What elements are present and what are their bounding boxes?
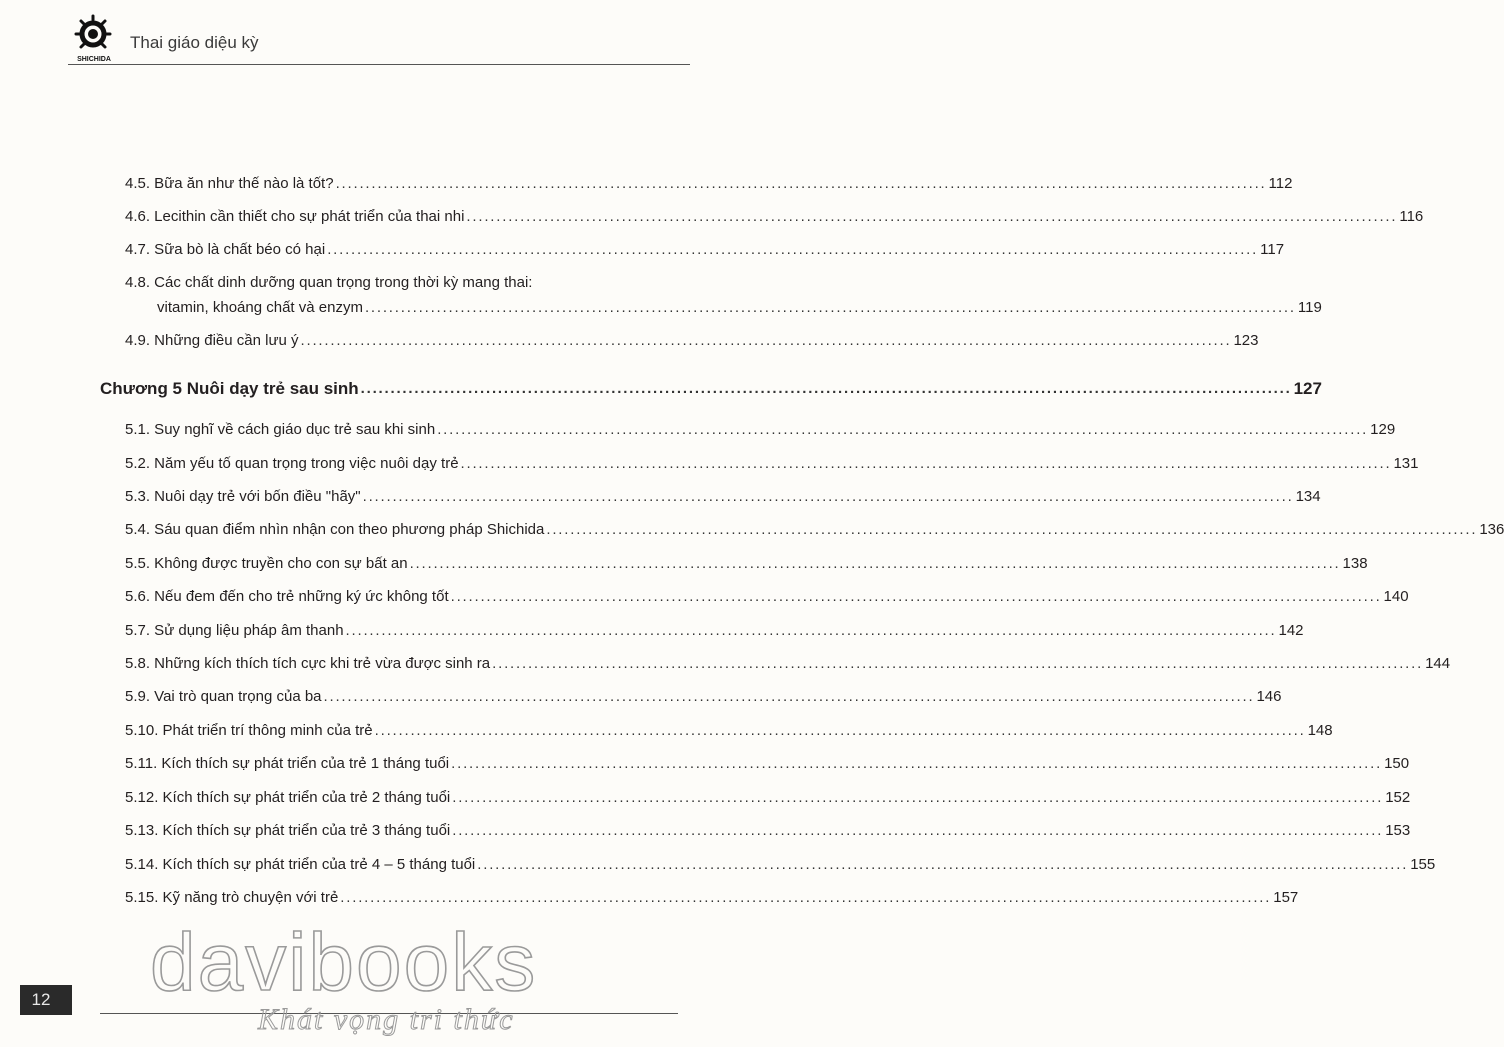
toc-leader-dots: ............................................................................................................................................................ bbox=[409, 555, 1341, 572]
toc-entry-page: 129 bbox=[1370, 421, 1396, 438]
toc-leader-dots: ............................................................................................................................................................ bbox=[362, 488, 1294, 505]
toc-leader-dots: ............................................................................................................................................................ bbox=[340, 889, 1272, 906]
toc-entry-title: 4.7. Sữa bò là chất béo có hại bbox=[125, 241, 326, 258]
toc-entry bbox=[125, 454, 1419, 474]
toc-entry-title: 5.10. Phát triển trí thông minh của trẻ bbox=[125, 722, 373, 739]
toc-entry-title: 5.5. Không được truyền cho con sự bất an bbox=[125, 555, 408, 572]
toc-entry-page: 152 bbox=[1385, 789, 1411, 806]
header-divider bbox=[68, 64, 690, 65]
toc-leader-dots: ............................................................................................................................................................ bbox=[477, 856, 1409, 873]
toc-entry-title: 5.13. Kích thích sự phát triển của trẻ 3 tháng tuổi bbox=[125, 822, 451, 839]
toc-entry-title: vitamin, khoáng chất và enzym bbox=[157, 299, 363, 316]
toc-entry-title: 5.3. Nuôi dạy trẻ với bốn điều "hãy" bbox=[125, 488, 361, 505]
toc-entry bbox=[125, 621, 1304, 641]
toc-entry-title: 5.9. Vai trò quan trọng của ba bbox=[125, 688, 322, 705]
toc-entry bbox=[125, 587, 1409, 607]
chapter-page: 127 bbox=[1293, 379, 1322, 398]
toc-entry-page: 112 bbox=[1268, 175, 1293, 192]
toc-entry-page: 116 bbox=[1399, 208, 1424, 225]
toc-entry-title: 5.4. Sáu quan điểm nhìn nhận con theo phương pháp Shichida bbox=[125, 521, 545, 538]
toc-entry bbox=[125, 240, 1285, 260]
toc-entry-title: 5.7. Sử dụng liệu pháp âm thanh bbox=[125, 622, 344, 639]
toc-entry-title-line1: 4.8. Các chất dinh dưỡng quan trọng trong thời kỳ mang thai: bbox=[125, 274, 533, 291]
toc-entry-title: 4.6. Lecithin cần thiết cho sự phát triển của thai nhi bbox=[125, 208, 465, 225]
book-title: Thai giáo diệu kỳ bbox=[130, 33, 259, 52]
toc-entry-title: 5.6. Nếu đem đến cho trẻ những ký ức không tốt bbox=[125, 588, 449, 605]
toc-entry bbox=[125, 554, 1368, 574]
chapter-title: Chương 5 Nuôi dạy trẻ sau sinh bbox=[100, 379, 359, 398]
toc-leader-dots: ............................................................................................................................................................ bbox=[364, 299, 1296, 316]
toc-leader-dots: ............................................................................................................................................................ bbox=[546, 521, 1478, 538]
toc-entry-page: 144 bbox=[1425, 655, 1451, 672]
toc-entry bbox=[125, 888, 1299, 908]
toc-entry-page: 142 bbox=[1278, 622, 1304, 639]
toc-entry-page: 155 bbox=[1410, 856, 1436, 873]
toc-entry bbox=[125, 331, 1259, 351]
toc-entry-page: 134 bbox=[1295, 488, 1321, 505]
toc-leader-dots: ............................................................................................................................................................ bbox=[492, 655, 1424, 672]
toc-leader-dots: ............................................................................................................................................................ bbox=[345, 622, 1277, 639]
toc-entry bbox=[125, 520, 1504, 540]
toc-leader-dots: ............................................................................................................................................................ bbox=[374, 722, 1306, 739]
toc-entry bbox=[125, 654, 1451, 674]
toc-leader-dots: ............................................................................................................................................................ bbox=[437, 421, 1369, 438]
toc-entry-page: 148 bbox=[1307, 722, 1333, 739]
toc-entry-title: 5.2. Năm yếu tố quan trọng trong việc nuôi dạy trẻ bbox=[125, 455, 459, 472]
toc-entry bbox=[125, 855, 1436, 875]
toc-entry bbox=[157, 298, 1322, 318]
toc-entry-title: 4.5. Bữa ăn như thế nào là tốt? bbox=[125, 175, 334, 192]
toc-entry bbox=[125, 420, 1396, 440]
toc-entry-page: 146 bbox=[1256, 688, 1282, 705]
toc-entry bbox=[125, 174, 1293, 194]
toc-entry bbox=[125, 721, 1333, 741]
toc-entry bbox=[125, 487, 1321, 507]
toc-entry-title: 5.12. Kích thích sự phát triển của trẻ 2 tháng tuổi bbox=[125, 789, 451, 806]
toc-entry-page: 131 bbox=[1393, 455, 1419, 472]
toc-leader-dots: ............................................................................................................................................................ bbox=[450, 588, 1382, 605]
toc-entry bbox=[125, 788, 1411, 808]
toc-entry bbox=[125, 687, 1282, 707]
toc-entry bbox=[125, 821, 1411, 841]
toc-leader-dots: ............................................................................................................................................................ bbox=[460, 455, 1392, 472]
toc-leader-dots: ............................................................................................................................................................ bbox=[466, 208, 1398, 225]
watermark-slogan: Khát vọng tri thức bbox=[258, 1003, 515, 1036]
toc-entry-title: 5.1. Suy nghĩ về cách giáo dục trẻ sau khi sinh bbox=[125, 421, 436, 438]
toc-entry-page: 138 bbox=[1342, 555, 1368, 572]
toc-entry-title: 5.15. Kỹ năng trò chuyện với trẻ bbox=[125, 889, 339, 906]
toc-entry bbox=[125, 754, 1410, 774]
toc-leader-dots: ............................................................................................................................................................ bbox=[452, 822, 1384, 839]
toc-entry-title: 5.8. Những kích thích tích cực khi trẻ vừa được sinh ra bbox=[125, 655, 491, 672]
watermark-brand: davibooks bbox=[150, 917, 538, 1008]
toc-entry bbox=[125, 207, 1424, 227]
toc-entry-title: 5.11. Kích thích sự phát triển của trẻ 1 tháng tuổi bbox=[125, 755, 450, 772]
toc-entry-page: 117 bbox=[1260, 241, 1285, 258]
toc-entry-page: 153 bbox=[1385, 822, 1411, 839]
toc-entry-title: 5.14. Kích thích sự phát triển của trẻ 4 – 5 tháng tuổi bbox=[125, 856, 476, 873]
toc-entry-page: 136 bbox=[1479, 521, 1504, 538]
toc-leader-dots: ............................................................................................................................................................ bbox=[300, 332, 1232, 349]
toc-leader-dots: ............................................................................................................................................................ bbox=[452, 789, 1384, 806]
toc-entry-title: 4.9. Những điều cần lưu ý bbox=[125, 332, 299, 349]
toc-entry-page: 150 bbox=[1384, 755, 1410, 772]
toc-leader-dots: ............................................................................................................................................................ bbox=[451, 755, 1383, 772]
page-header bbox=[0, 0, 700, 70]
toc-leader-dots: ............................................................................................................................................................ bbox=[327, 241, 1259, 258]
toc-leader-dots: ............................................................................................................................................................ bbox=[335, 175, 1267, 192]
toc-entry-page: 119 bbox=[1297, 299, 1322, 316]
toc-chapter-heading bbox=[100, 379, 1322, 399]
toc-leader-dots: ............................................................................................................................................................ bbox=[323, 688, 1255, 705]
svg-text:SHICHIDA: SHICHIDA bbox=[77, 56, 111, 63]
toc-entry-page: 140 bbox=[1383, 588, 1409, 605]
toc-entry-page: 123 bbox=[1233, 332, 1259, 349]
page-number-box bbox=[20, 985, 72, 1015]
toc-leader-dots: ............................................................................................................................................................ bbox=[360, 380, 1292, 397]
toc-entry-page: 157 bbox=[1273, 889, 1299, 906]
page-number: 12 bbox=[31, 990, 51, 1009]
shichida-sun-logo-icon bbox=[72, 14, 116, 64]
